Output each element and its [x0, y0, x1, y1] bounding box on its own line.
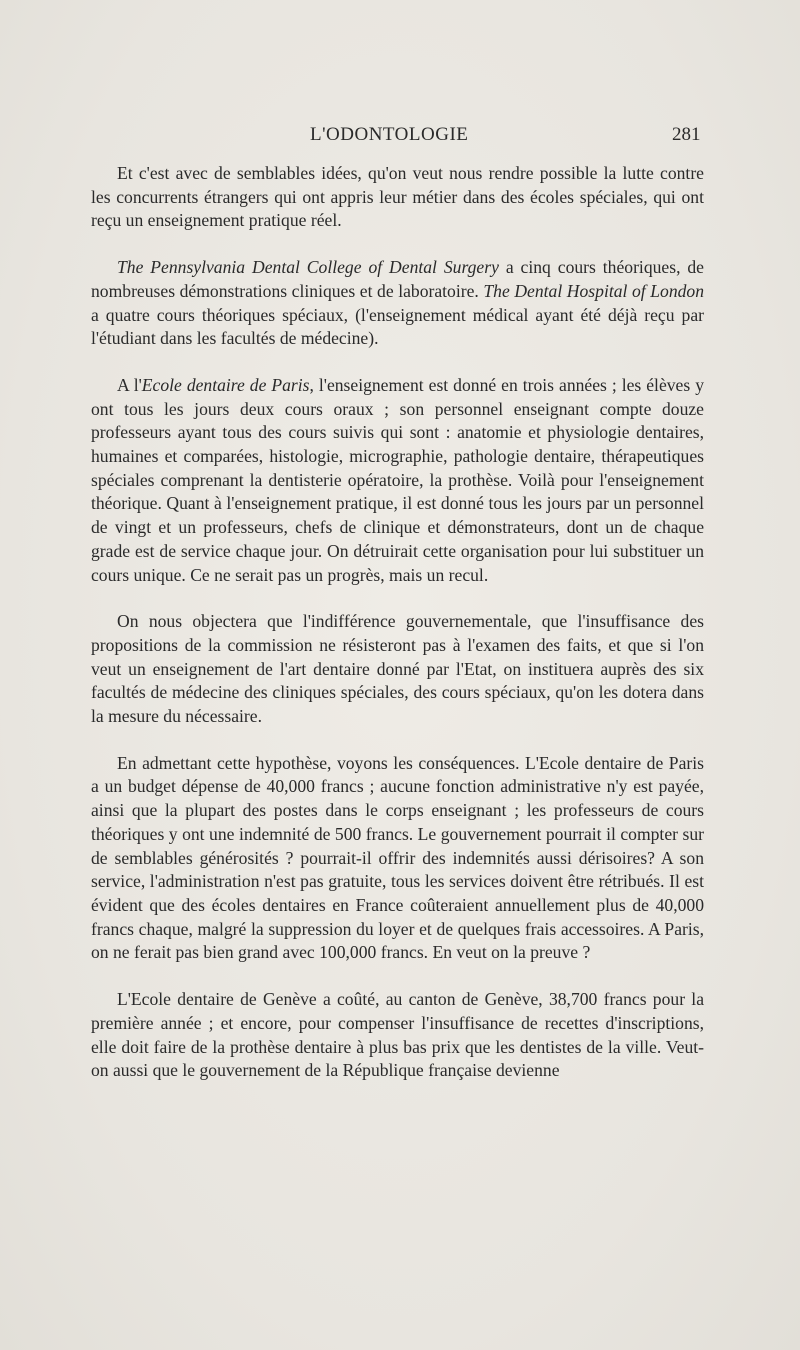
paragraph-text: A l': [117, 374, 142, 395]
college-name: The Pennsylvania Dental College of Dental Surgery: [117, 257, 499, 278]
page-number: 281: [672, 124, 701, 145]
paragraph-3: [91, 374, 704, 587]
running-title: L'ODONTOLOGIE: [310, 124, 469, 145]
paragraph-text: On nous objectera que l'indifférence gouvernementale, que l'insuffisance des propositions de la commission ne résisteront pas à l'examen des faits, et que si l'on veut un enseignement de l'art dentaire donné par l'Etat, on instituera auprès des six facultés de médecine des cliniques spéciales, des cours spéciaux, qu'on les dotera dans la mesure du nécessaire.: [91, 611, 704, 727]
paragraph-text: L'Ecole dentaire de Genève a coûté, au canton de Genève, 38,700 francs pour la première année ; et encore, pour compenser l'insuffisance de recettes d'inscriptions, elle doit faire de la prothèse dentaire à plus bas prix que les dentistes de la ville. Veut-on aussi que le gouvernement de la République française devienne: [91, 989, 704, 1081]
paragraph-text: , l'enseignement est donné en trois années ; les élèves y ont tous les jours deux cours oraux ; son personnel enseignant compte douze professeurs ayant tous des cours suivis qui sont : anatomie et physiologie dentaires, humaines et comparées, histologie, micrographie, pathologie dentaire, thérapeutiques spéciales comprenant la dentisterie opératoire, la prothèse. Voilà pour l'enseignement théorique. Quant à l'enseignement pratique, il est donné tous les jours par un personnel de vingt et un professeurs, chefs de clinique et démonstrateurs, dont un de chaque grade est de service chaque jour. On détruirait cette organisation pour lui substituer un cours unique. Ce ne serait pas un progrès, mais un recul.: [91, 374, 704, 585]
paragraph-text: Et c'est avec de semblables idées, qu'on veut nous rendre possible la lutte contre les concurrents étrangers qui ont appris leur métier dans des écoles spéciales, qui ont reçu un enseignement pratique réel.: [91, 163, 704, 231]
paragraph-2: [91, 256, 704, 351]
body-text: [91, 162, 704, 1106]
running-head: [0, 124, 800, 154]
paragraph-text: a quatre cours théoriques spéciaux, (l'enseignement médical ayant été déjà reçu par l'étudiant dans les facultés de médecine).: [91, 304, 704, 349]
paragraph-text: a cinq cours théoriques, de nombreuses démonstrations cliniques et de laboratoire.: [91, 257, 704, 301]
paragraph-6: [91, 988, 704, 1083]
paragraph-text: En admettant cette hypothèse, voyons les conséquences. L'Ecole dentaire de Paris a un budget dépense de 40,000 francs ; aucune fonction administrative n'y est payée, ainsi que la plupart des postes dans le corps enseignant ; les professeurs de cours théoriques y ont une indemnité de 500 francs. Le gouvernement pourrait il compter sur de semblables générosités ? pourrait-il offrir des indemnités aussi dérisoires? A son service, l'administration n'est pas gratuite, tous les services doivent être rétribués. Il est évident que des écoles dentaires en France coûteraient annuellement plus de 40,000 francs chaque, malgré la suppression du loyer et de quelques frais accessoires. A Paris, on ne ferait pas bien grand avec 100,000 francs. En veut on la preuve ?: [91, 752, 704, 963]
paragraph-1: [91, 162, 704, 233]
school-name: Ecole dentaire de Paris: [141, 374, 310, 395]
hospital-name: The Dental Hospital of London: [483, 280, 705, 301]
paragraph-5: [91, 752, 704, 965]
paragraph-4: [91, 610, 704, 729]
